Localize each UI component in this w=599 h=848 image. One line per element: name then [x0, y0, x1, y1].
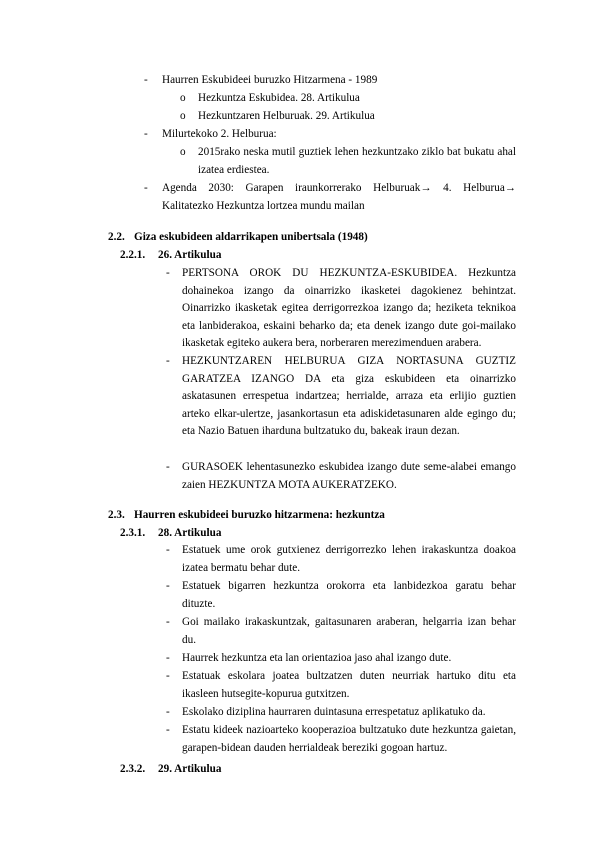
- list-item-text: PERTSONA OROK DU HEZKUNTZA-ESKUBIDEA. Hezkuntza dohainekoa izango da oinarrizko ikasketei dagokienez behintzat. Oinarrizko ikasketak egitea derrigorrezkoa izango da; heziketa teknikoa eta lanbiderakoa, eskaini beharko da; eta denek izango dute goi-mailako ikasketak egiteko aukera bera, norberaren merezimenduen arabera.: [182, 267, 516, 350]
- list-marker: -: [166, 544, 170, 556]
- list-item: [166, 650, 516, 668]
- list-marker: -: [166, 580, 170, 592]
- subsection-title: 29. Artikulua: [158, 763, 222, 775]
- list-marker: -: [166, 461, 170, 473]
- sub-list-item-text: Hezkuntzaren Helburuak. 29. Artikulua: [198, 110, 375, 122]
- subsection-title: 28. Artikulua: [158, 527, 222, 539]
- sub-list-item-text: 2015rako neska mutil guztiek lehen hezkuntzako ziklo bat bukatu ahal izatea erdiestea.: [198, 146, 516, 176]
- list-item-text: Haurren Eskubideei buruzko Hitzarmena - 1989: [162, 74, 378, 86]
- list-item: [144, 72, 516, 90]
- list-item: [166, 353, 516, 459]
- list-item-text: Estatu kideek nazioarteko kooperazioa bultzatuko dute hezkuntza gaietan, garapen-bidean dauden herrialdeak bereziki gogoan hartuz.: [182, 724, 516, 754]
- list-item-text: Estatuak eskolara joatea bultzatzen duten neurriak hartuko ditu eta ikasleen hutsegite-kopurua gutxitzen.: [182, 670, 516, 700]
- subsection-title: 26. Artikulua: [158, 249, 222, 261]
- list-marker: -: [144, 74, 148, 86]
- subsection-heading: [120, 761, 221, 779]
- list-item: [166, 542, 516, 578]
- subsection-heading: [120, 525, 221, 543]
- list-item: [144, 180, 516, 216]
- list-item-text: Estatuek bigarren hezkuntza orokorra eta lanbidezkoa garatu behar dituzte.: [182, 580, 516, 610]
- list-marker: -: [166, 267, 170, 279]
- section-number: 2.2.: [108, 231, 125, 243]
- section-heading: [108, 229, 368, 247]
- sub-list-marker: o: [180, 92, 186, 104]
- list-item: [166, 459, 516, 495]
- list-marker: -: [144, 182, 148, 194]
- list-item: [144, 126, 516, 144]
- sub-list-marker: o: [180, 146, 186, 158]
- list-item-text: HEZKUNTZAREN HELBURUA GIZA NORTASUNA GUZTIZ GARATZEA IZANGO DA eta giza eskubideen eta oinarrizko askatasunen errespetua indartzea; herrialde, arraza eta erlijio guztien arteko elkar-ulertze, jasankortasun eta adiskidetasunaren alde egingo du; eta Nazio Batuen iharduna bultzatuko du, bakeak iraun dezan.: [182, 355, 516, 438]
- list-marker: -: [166, 355, 170, 367]
- list-marker: -: [144, 128, 148, 140]
- section-title: Haurren eskubideei buruzko hitzarmena: hezkuntza: [134, 509, 385, 521]
- list-item-text: Agenda 2030: Garapen iraunkorrerako Helburuak→ 4. Helburua→ Kalitatezko Hezkuntza lortzea mundu mailan: [162, 182, 516, 212]
- list-item-text: Eskolako diziplina haurraren duintasuna errespetatuz aplikatuko da.: [182, 706, 486, 718]
- section-heading: [108, 507, 385, 525]
- sub-list-item: [180, 108, 516, 126]
- list-item-text: Haurrek hezkuntza eta lan orientazioa jaso ahal izango dute.: [182, 652, 452, 664]
- sub-list-item-text: Hezkuntza Eskubidea. 28. Artikulua: [198, 92, 360, 104]
- list-item-text: Milurtekoko 2. Helburua:: [162, 128, 277, 140]
- list-item: [166, 265, 516, 353]
- list-item: [166, 704, 516, 722]
- list-item-text: Estatuek ume orok gutxienez derrigorrezko lehen irakaskuntza doakoa izatea bermatu behar dute.: [182, 544, 516, 574]
- list-marker: -: [166, 652, 170, 664]
- subsection-number: 2.2.1.: [120, 249, 146, 261]
- sub-list-marker: o: [180, 110, 186, 122]
- list-marker: -: [166, 706, 170, 718]
- list-marker: -: [166, 724, 170, 736]
- section-number: 2.3.: [108, 509, 125, 521]
- list-item: [166, 578, 516, 614]
- sub-list-item: [180, 144, 516, 180]
- subsection-heading: [120, 247, 221, 265]
- section-title: Giza eskubideen aldarrikapen unibertsala (1948): [134, 231, 368, 243]
- subsection-number: 2.3.1.: [120, 527, 146, 539]
- sub-list-item: [180, 90, 516, 108]
- list-item: [166, 614, 516, 650]
- list-marker: -: [166, 670, 170, 682]
- list-item: [166, 722, 516, 758]
- list-item-text: Goi mailako irakaskuntzak, gaitasunaren araberan, helgarria izan behar du.: [182, 616, 516, 646]
- list-marker: -: [166, 616, 170, 628]
- list-item: [166, 668, 516, 704]
- subsection-number: 2.3.2.: [120, 763, 146, 775]
- list-item-text: GURASOEK lehentasunezko eskubidea izango dute seme-alabei emango zaien HEZKUNTZA MOTA AUKERATZEKO.: [182, 461, 516, 491]
